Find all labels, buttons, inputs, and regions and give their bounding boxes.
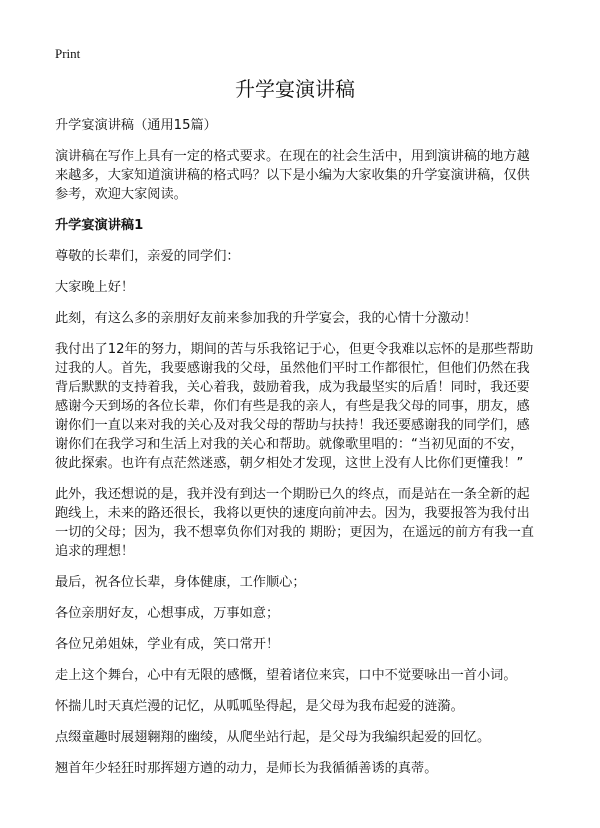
subtitle: 升学宴演讲稿（通用15篇） bbox=[55, 118, 217, 133]
paragraph: 大家晚上好！ bbox=[55, 280, 135, 295]
paragraph: 各位兄弟姐妹，学业有成，笑口常开！ bbox=[55, 637, 280, 652]
paragraph: 我付出了12年的努力，期间的苦与乐我铭记于心，但更令我难以忘怀的是那些帮助过我的人。首先，我要感谢我的父母，虽然他们平时工作都很忙，但他们仍然在我背后默默的支持着我，关心着我，鼓励着我，成为我最坚实的后盾！同时，我还要感谢今天到场的各位长辈，你们有些是我的亲人，有些是我父母的同事，朋友，感谢你们一直以来对我的关心及对我父母的帮助与扶持！我还要感谢我的同学们，感谢你们在我学习和生活上对我的关心和帮助。就像歌里唱的：“当初见面的不安，彼此探索。也许有点茫然迷惑，朝夕相处才发现，这世上没有人比你们更懂我！” bbox=[55, 342, 534, 471]
paragraph: 点缀童趣时展翅翱翔的幽绫，从爬坐站行起，是父母为我编织起爱的回忆。 bbox=[55, 730, 491, 745]
paragraph: 最后，祝各位长辈，身体健康，工作顺心； bbox=[55, 575, 306, 590]
paragraph: 此刻，有这么多的亲朋好友前来参加我的升学宴会，我的心情十分激动！ bbox=[55, 311, 477, 326]
paragraph: 走上这个舞台，心中有无限的感慨，望着诸位来宾，口中不觉要咏出一首小词。 bbox=[55, 668, 517, 683]
paragraph: 尊敬的长辈们，亲爱的同学们： bbox=[55, 249, 240, 264]
paragraph: 翘首年少轻狂时那挥翅方遒的动力，是师长为我循循善诱的真蒂。 bbox=[55, 761, 438, 776]
paragraph: 怀揣儿时天真烂漫的记忆，从呱呱坠得起，是父母为我布起爱的涟漪。 bbox=[55, 699, 464, 714]
page-title: 升学宴演讲稿 bbox=[235, 77, 355, 101]
intro-paragraph: 演讲稿在写作上具有一定的格式要求。在现在的社会生活中，用到演讲稿的地方越来越多，大家知道演讲稿的格式吗？以下是小编为大家收集的升学宴演讲稿，仅供参考，欢迎大家阅读。 bbox=[55, 149, 530, 202]
section-heading: 升学宴演讲稿1 bbox=[55, 218, 144, 233]
print-link[interactable]: Print bbox=[55, 46, 81, 61]
paragraph: 此外，我还想说的是，我并没有到达一个期盼已久的终点，而是站在一条全新的起跑线上，未来的路还很长，我将以更快的速度向前冲去。因为，我要报答为我付出一切的父母；因为，我不想辜负你们对我的 期盼；更因为，在遥远的前方有我一直追求的理想！ bbox=[55, 487, 534, 559]
paragraph: 各位亲朋好友，心想事成，万事如意； bbox=[55, 606, 280, 621]
